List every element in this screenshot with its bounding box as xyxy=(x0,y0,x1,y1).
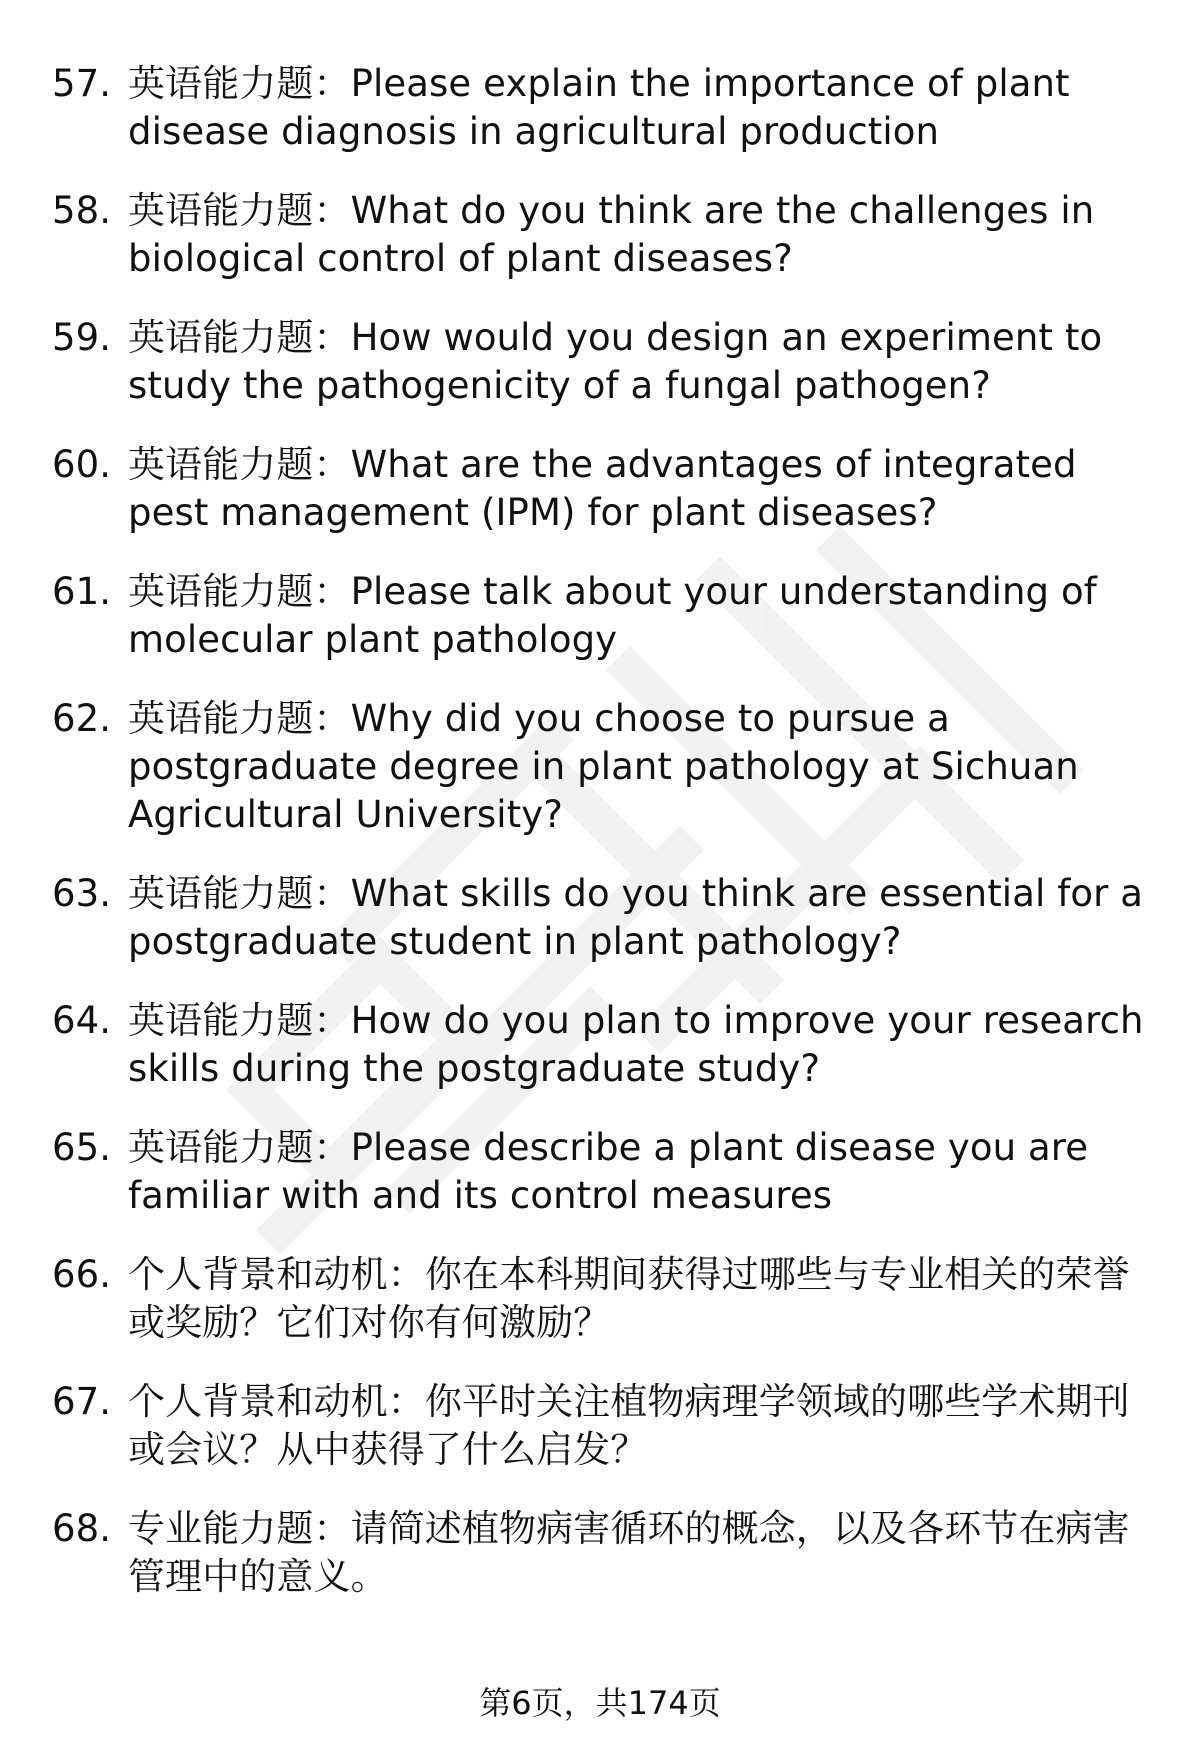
question-text xyxy=(128,1378,1158,1474)
question-content: What skills do you think are essential for a postgraduate student in plant pathology? xyxy=(128,872,1144,963)
question-category: 英语能力题： xyxy=(128,999,351,1042)
question-content: 请简述植物病害循环的概念，以及各环节在病害管理中的意义。 xyxy=(128,1507,1130,1598)
question-item-62 xyxy=(52,695,1162,839)
question-number: 62. xyxy=(52,697,112,740)
question-content: Please explain the importance of plant disease diagnosis in agricultural production xyxy=(128,62,1070,153)
question-item-57 xyxy=(52,60,1162,156)
question-number: 65. xyxy=(52,1126,112,1169)
question-text xyxy=(128,1505,1158,1601)
question-content: Please describe a plant disease you are familiar with and its control measures xyxy=(128,1126,1089,1217)
question-item-64 xyxy=(52,997,1162,1093)
question-category: 英语能力题： xyxy=(128,872,351,915)
question-number: 66. xyxy=(52,1253,112,1296)
question-text xyxy=(128,568,1158,664)
question-item-61 xyxy=(52,568,1162,664)
question-item-66 xyxy=(52,1251,1162,1347)
question-text xyxy=(128,695,1158,839)
question-text xyxy=(128,314,1158,410)
question-number: 67. xyxy=(52,1380,112,1423)
question-category: 英语能力题： xyxy=(128,443,351,486)
question-number: 61. xyxy=(52,570,112,613)
question-category: 英语能力题： xyxy=(128,697,351,740)
question-number: 59. xyxy=(52,316,112,359)
question-number: 60. xyxy=(52,443,112,486)
question-content: 你平时关注植物病理学领域的哪些学术期刊或会议？从中获得了什么启发？ xyxy=(128,1380,1130,1471)
question-category: 英语能力题： xyxy=(128,316,351,359)
question-item-68 xyxy=(52,1505,1162,1601)
page-footer xyxy=(0,1683,1200,1723)
question-content: Please talk about your understanding of molecular plant pathology xyxy=(128,570,1097,661)
question-content: Why did you choose to pursue a postgraduate degree in plant pathology at Sichuan Agricultural University? xyxy=(128,697,1079,836)
question-text xyxy=(128,1251,1158,1347)
question-number: 68. xyxy=(52,1507,112,1550)
question-number: 64. xyxy=(52,999,112,1042)
question-content: 你在本科期间获得过哪些与专业相关的荣誉或奖励？它们对你有何激励？ xyxy=(128,1253,1130,1344)
question-text xyxy=(128,187,1158,283)
question-item-59 xyxy=(52,314,1162,410)
question-category: 英语能力题： xyxy=(128,62,351,105)
question-category: 个人背景和动机： xyxy=(128,1380,425,1423)
question-category: 英语能力题： xyxy=(128,570,351,613)
question-item-67 xyxy=(52,1378,1162,1474)
question-category: 英语能力题： xyxy=(128,1126,351,1169)
question-number: 58. xyxy=(52,189,112,232)
page-number-label: 第6页，共174页 xyxy=(479,1684,721,1722)
question-content: How do you plan to improve your research skills during the postgraduate study? xyxy=(128,999,1144,1090)
question-list xyxy=(52,60,1162,1632)
question-content: How would you design an experiment to study the pathogenicity of a fungal pathogen? xyxy=(128,316,1103,407)
question-category: 专业能力题： xyxy=(128,1507,351,1550)
question-content: What do you think are the challenges in biological control of plant diseases? xyxy=(128,189,1095,280)
question-number: 57. xyxy=(52,62,112,105)
question-text xyxy=(128,60,1158,156)
question-item-58 xyxy=(52,187,1162,283)
question-text xyxy=(128,997,1158,1093)
question-item-60 xyxy=(52,441,1162,537)
question-number: 63. xyxy=(52,872,112,915)
question-item-65 xyxy=(52,1124,1162,1220)
question-category: 个人背景和动机： xyxy=(128,1253,425,1296)
question-content: What are the advantages of integrated pest management (IPM) for plant diseases? xyxy=(128,443,1077,534)
question-text xyxy=(128,441,1158,537)
question-text xyxy=(128,870,1158,966)
question-item-63 xyxy=(52,870,1162,966)
question-text xyxy=(128,1124,1158,1220)
question-category: 英语能力题： xyxy=(128,189,351,232)
